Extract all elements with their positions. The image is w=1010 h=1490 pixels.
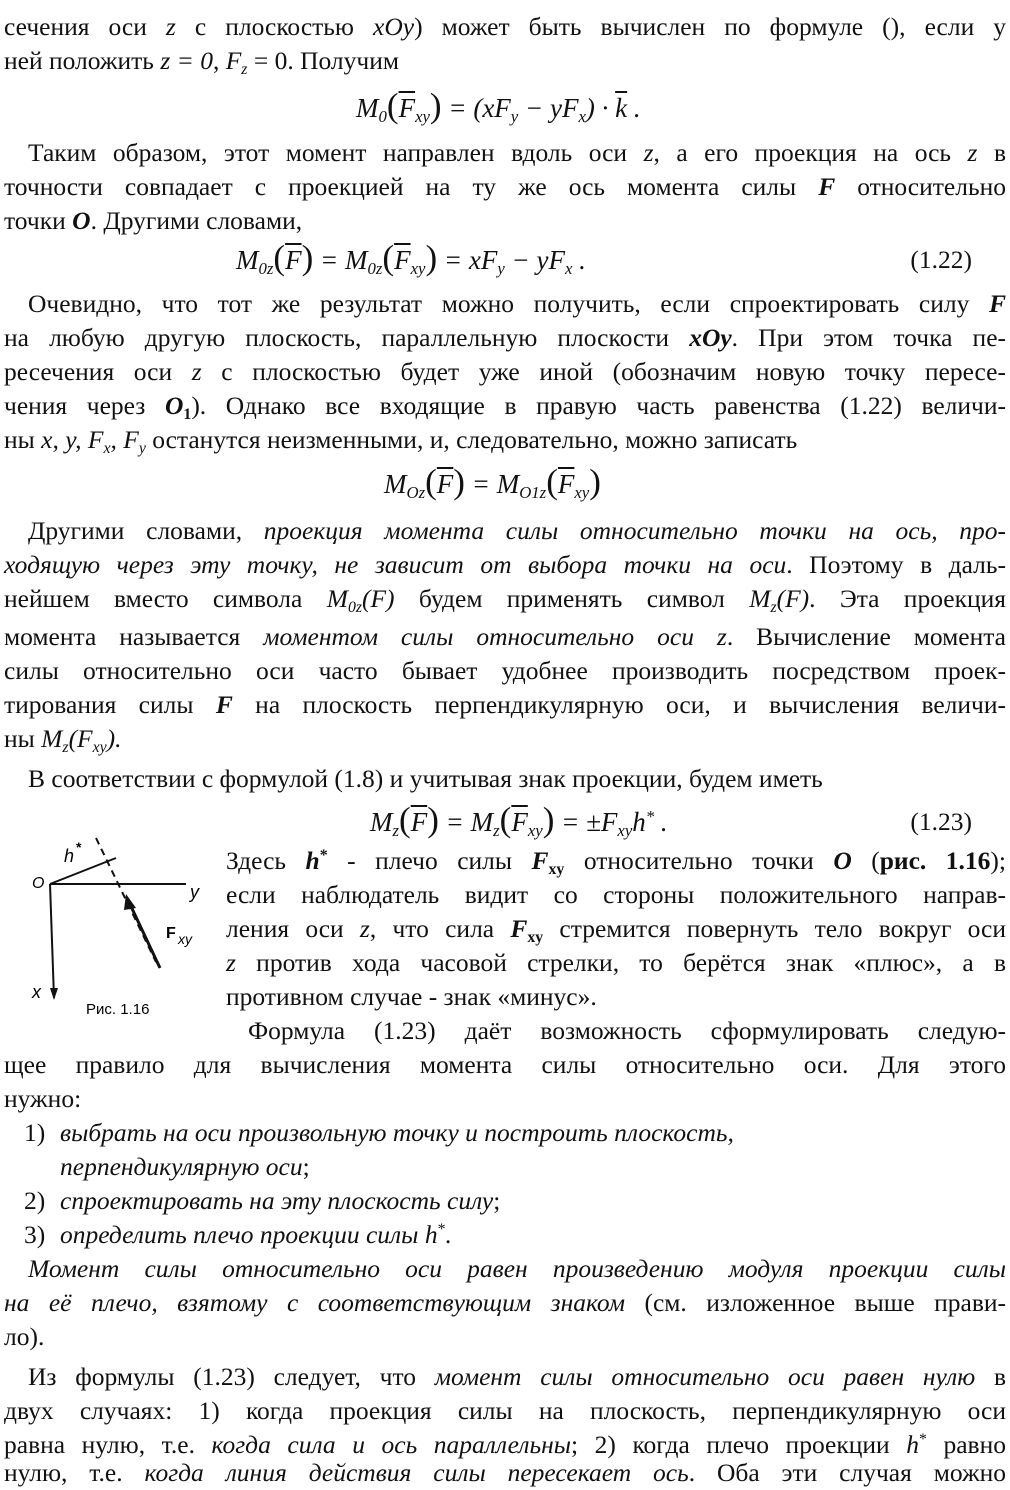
label-force-sub: xy bbox=[178, 931, 192, 947]
equation-number: (1.22) bbox=[910, 245, 972, 274]
text-line: момента называется моментом силы относительно оси z. Вычисление момента bbox=[4, 622, 1006, 651]
text-line: ресечения оси z с плоскостью будет уже иной (обозначим новую точку пересе- bbox=[4, 357, 1006, 386]
text-line: тирования силы F на плоскость перпендикулярную оси, и вычисления величи- bbox=[4, 690, 1006, 719]
text-line: Другими словами, проекция момента силы относительно точки на ось, про- bbox=[28, 516, 1006, 545]
label-force: F bbox=[166, 925, 176, 942]
text-line: Из формулы (1.23) следует, что момент силы относительно оси равен нулю в bbox=[28, 1362, 1006, 1391]
text-line: точности совпадает с проекцией на ту же ось момента силы F относительно bbox=[4, 172, 1006, 201]
list-item: 1) выбрать на оси произвольную точку и построить плоскость, bbox=[24, 1118, 734, 1147]
label-h-star: * bbox=[76, 839, 82, 855]
label-x: x bbox=[32, 982, 41, 1002]
text-line: сечения оси z с плоскостью xOy) может быть вычислен по формуле (), если у bbox=[4, 12, 1007, 41]
text-line: противном случае - знак «минус». bbox=[226, 982, 597, 1011]
text-line: чения через $O_1$). Однако все входящие в правую часть равенства (1.22) величи- bbox=[4, 391, 1006, 423]
x-axis-line bbox=[50, 884, 54, 998]
text-line: Таким образом, этот момент направлен вдоль оси z, а его проекция на ось z в bbox=[28, 138, 1006, 167]
text-line: нулю, т.е. когда линия действия силы пересекает ось. Оба эти случая можно bbox=[4, 1458, 1006, 1487]
text-line: ло). bbox=[4, 1322, 45, 1351]
figure-caption: Рис. 1.16 bbox=[86, 1001, 150, 1018]
list-item: 2) спроектировать на эту плоскость силу; bbox=[24, 1186, 501, 1215]
text-line: Момент силы относительно оси равен произведению модуля проекции силы bbox=[28, 1254, 1006, 1283]
text-line: нейшем вместо символа $M_{0z}(F)$ будем применять символ $M_z(F)$. Эта проекция bbox=[4, 584, 1006, 616]
text-line: Здесь h* - плечо силы $F_{xy}$ относительно точки O (рис. 1.16); bbox=[226, 846, 1006, 878]
formula-moment-equality: $M_{Oz}(\overline{F}) = M_{O1z}(\overline{F}_{xy})$ bbox=[384, 462, 601, 502]
text-line: щее правило для вычисления момента силы относительно оси. Для этого bbox=[4, 1050, 1006, 1079]
list-item: 3) определить плечо проекции силы h*. bbox=[24, 1220, 452, 1249]
text-line: Формула (1.23) даёт возможность сформулировать следую- bbox=[248, 1016, 1006, 1045]
text-line: на любую другую плоскость, параллельную плоскости xOy. При этом точка пе- bbox=[4, 323, 1006, 352]
text-line: на её плечо, взятому с соответствующим знаком (см. изложенное выше прави- bbox=[4, 1288, 1006, 1317]
figure-diagram bbox=[18, 828, 218, 1028]
text-line: В соответствии с формулой (1.8) и учитывая знак проекции, будем иметь bbox=[28, 764, 823, 793]
formula-moment-projection: $M_0(\overline{F}_{xy}) = (xF_y - yF_x) \cdot \overline{k}$ . bbox=[356, 86, 641, 126]
text-line: ны $M_z(F_{xy})$. bbox=[4, 724, 122, 756]
text-line: силы относительно оси часто бывает удобнее производить посредством проек- bbox=[4, 656, 1006, 685]
text-line: двух случаях: 1) когда проекция силы на плоскость, перпендикулярную оси bbox=[4, 1396, 1006, 1425]
force-arrowhead bbox=[124, 894, 136, 910]
x-axis-arrowhead bbox=[50, 988, 58, 1000]
equation-number: (1.23) bbox=[910, 807, 972, 836]
text-line: точки O. Другими словами, bbox=[4, 206, 303, 235]
text-line: если наблюдатель видит со стороны положительного направ- bbox=[226, 880, 1006, 909]
label-o: O bbox=[32, 875, 45, 892]
text-line: z против хода часовой стрелки, то берётся знак «плюс», а в bbox=[226, 948, 1006, 977]
text-line: равна нулю, т.е. когда сила и ось параллельны; 2) когда плечо проекции h* равно bbox=[4, 1430, 1006, 1459]
list-item-continuation: перпендикулярную оси; bbox=[60, 1152, 310, 1181]
force-vector bbox=[128, 900, 160, 968]
arm-line bbox=[50, 858, 116, 884]
text-line: ней положить z = 0, $F_z = 0$. Получим bbox=[4, 46, 399, 78]
text-line: Очевидно, что тот же результат можно получить, если спроектировать силу F bbox=[28, 289, 1006, 318]
text-line: ления оси z, что сила $F_{xy}$ стремится повернуть тело вокруг оси bbox=[226, 914, 1006, 946]
formula-1-23: $M_z(\overline{F}) = M_z(\overline{F}_{xy}) = \pm F_{xy}h^*$ . bbox=[370, 800, 668, 840]
label-h: h bbox=[64, 846, 75, 866]
figure-1-16 bbox=[18, 828, 218, 1028]
text-line: нужно: bbox=[4, 1084, 82, 1113]
formula-1-22: $M_{0z}(\overline{F}) = M_{0z}(\overline{F}_{xy}) = xF_y - yF_x$ . bbox=[236, 238, 586, 278]
text-line: ходящую через эту точку, не зависит от выбора точки на оси. Поэтому в даль- bbox=[4, 550, 1006, 579]
label-y: y bbox=[190, 882, 199, 902]
text-line: ны x, y, $F_x$, $F_y$ останутся неизменными, и, следовательно, можно записать bbox=[4, 425, 798, 457]
